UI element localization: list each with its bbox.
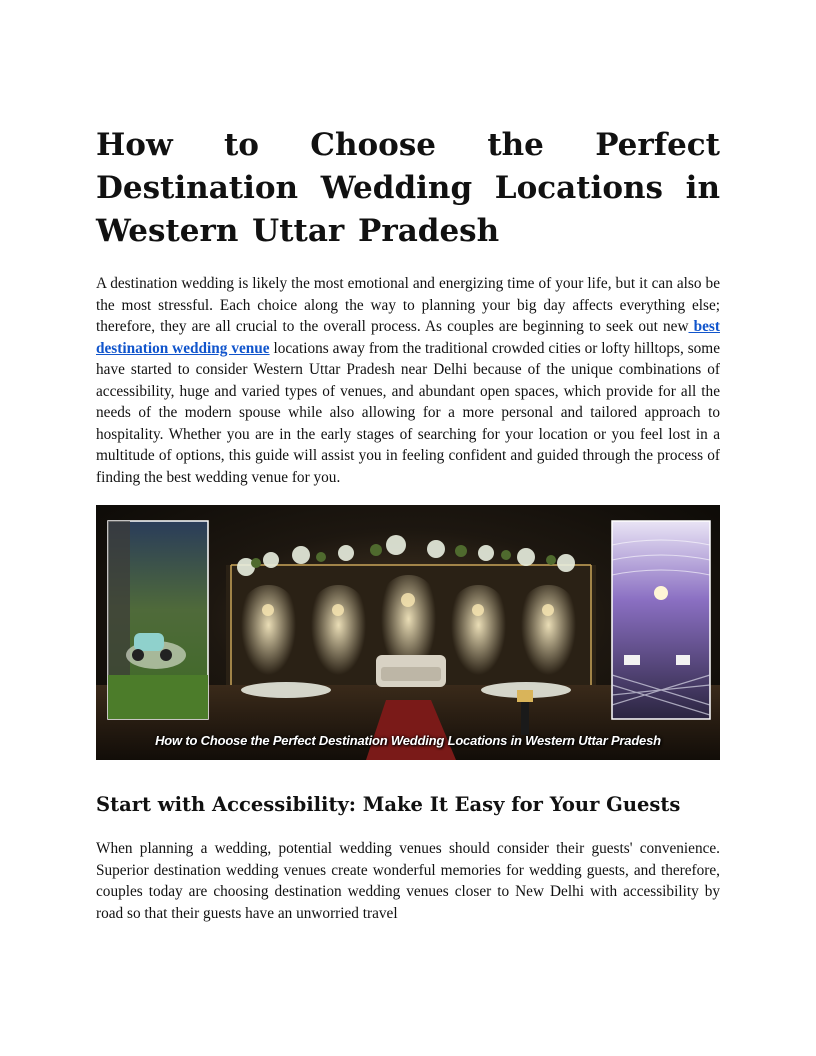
document-page — [96, 124, 720, 924]
intro-text-after-link: locations away from the traditional crowded cities or lofty hilltops, some have started to consider Western Uttar Pradesh near Delhi because of the unique combinations of accessibility, huge and varied types of venues, and abundant open spaces, which provide for all the needs of the modern spouse while also allowing for a more personal and tailored approach to hospitality. Whether you are in the early stages of searching for your location or you feel lost in a multitude of options, this guide will assist you in feeling confident and guided through the process of finding the best wedding venue for you. — [96, 339, 720, 486]
section-paragraph: When planning a wedding, potential wedding venues should consider their guests' convenience. Superior destination wedding venues create wonderful memories for wedding guests, and therefore, couples today are choosing destination wedding venues closer to New Delhi with accessibility by road so that their guests have an unworried travel — [96, 840, 720, 922]
page-title: How to Choose the Perfect Destination Wedding Locations in Western Uttar Pradesh — [96, 127, 720, 249]
best-destination-wedding-venue-link[interactable]: best destination wedding venue — [96, 318, 720, 357]
hero-image — [96, 505, 720, 760]
wedding-stage-illustration — [96, 505, 720, 760]
section-heading: Start with Accessibility: Make It Easy for Your Guests — [96, 793, 681, 816]
intro-paragraph — [96, 273, 720, 488]
intro-text-before-link: A destination wedding is likely the most emotional and energizing time of your life, but it can also be the most stressful. Each choice along the way to planning your big day affects everything else; therefore, they are all crucial to the overall process. As couples are beginning to seek out new — [96, 275, 720, 335]
hero-image-caption: How to Choose the Perfect Destination Wedding Locations in Western Uttar Pradesh — [155, 733, 661, 748]
